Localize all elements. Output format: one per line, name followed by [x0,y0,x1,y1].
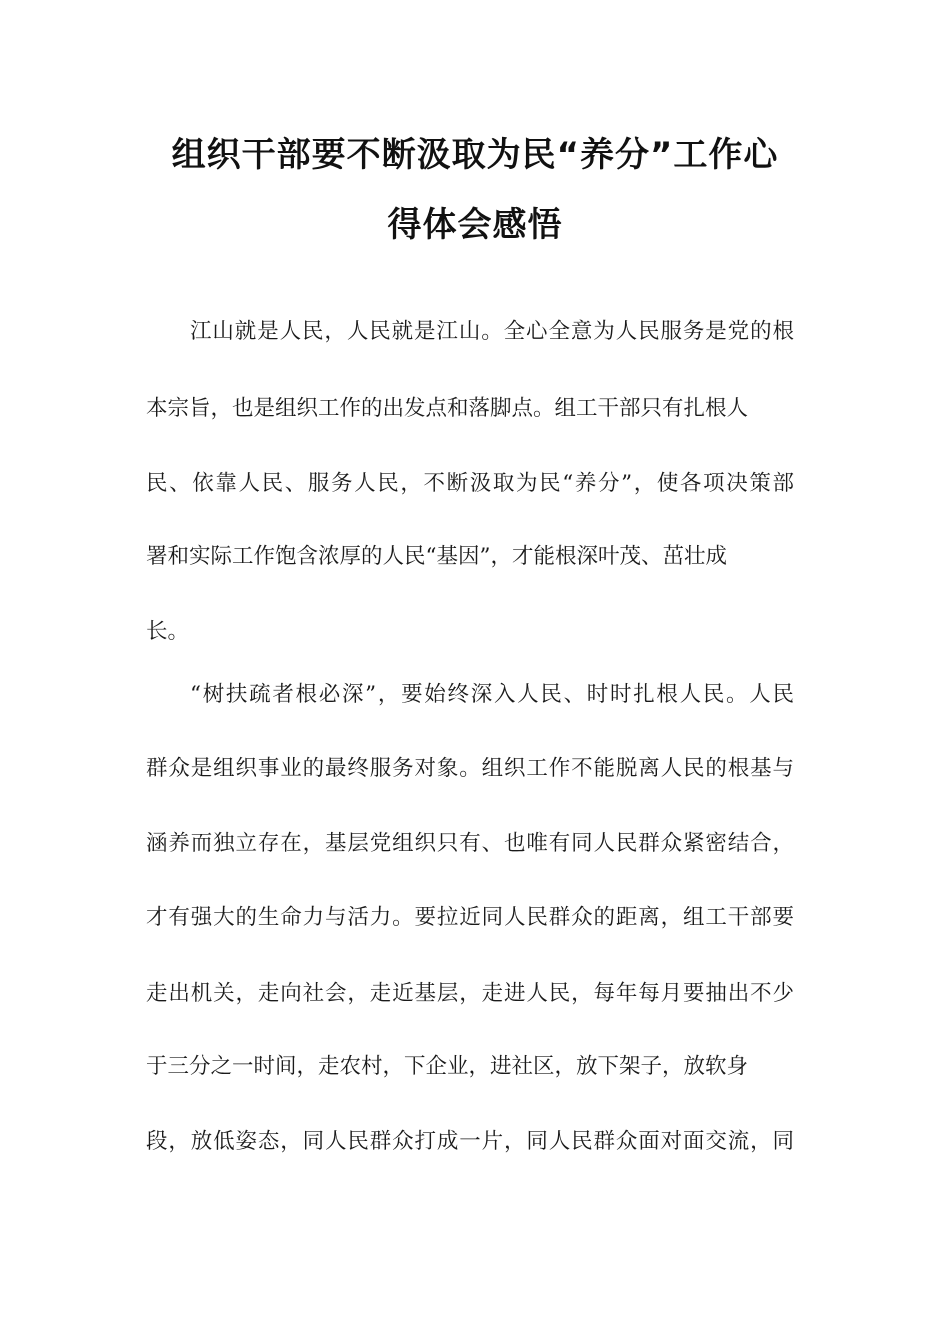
paragraph-line: 长。 [146,619,190,644]
paragraph-line: 民、依靠人民、服务人民，不断汲取为民“养分”，使各项决策部 [146,471,794,496]
paragraph-line: 群众是组织事业的最终服务对象。组织工作不能脱离人民的根基与 [146,756,794,781]
paragraph-line: 段，放低姿态，同人民群众打成一片，同人民群众面对面交流，同 [146,1129,794,1154]
paragraph-line: 走出机关，走向社会，走近基层，走进人民，每年每月要抽出不少 [146,981,794,1006]
document-title-line-1: 组织干部要不断汲取为民“养分”工作心 [171,135,779,175]
paragraph-line: 涵养而独立存在，基层党组织只有、也唯有同人民群众紧密结合， [146,831,794,856]
paragraph-line: 于三分之一时间，走农村，下企业，进社区，放下架子，放软身 [146,1054,749,1079]
paragraph-line: 江山就是人民，人民就是江山。全心全意为人民服务是党的根 [190,319,794,344]
paragraph-line: 署和实际工作饱含浓厚的人民“基因”，才能根深叶茂、茁壮成 [146,544,727,569]
paragraph-line: 本宗旨，也是组织工作的出发点和落脚点。组工干部只有扎根人 [146,396,749,421]
document-title-line-2: 得体会感悟 [387,205,563,245]
paragraph-line: 才有强大的生命力与活力。要拉近同人民群众的距离，组工干部要 [146,905,794,930]
paragraph-line: “树扶疏者根必深”，要始终深入人民、时时扎根人民。人民 [190,682,794,707]
